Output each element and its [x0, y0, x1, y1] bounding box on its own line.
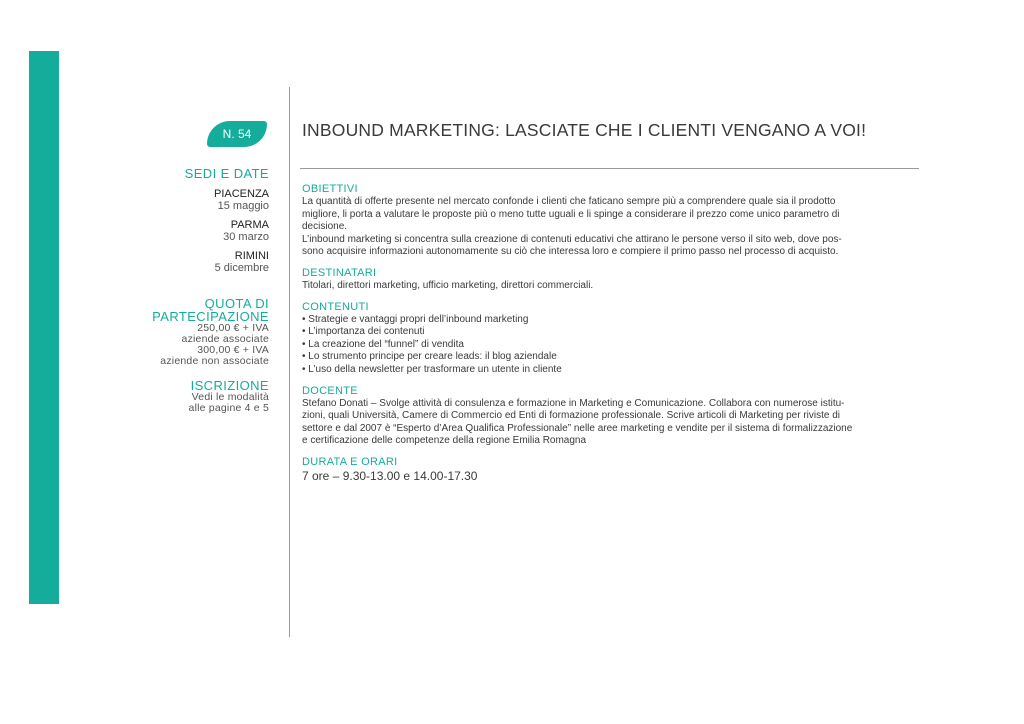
location-rimini	[215, 250, 269, 274]
quota-heading-line-2: PARTECIPAZIONE	[152, 309, 269, 324]
list-item: • Strategie e vantaggi propri dell’inbound marketing	[302, 313, 529, 325]
quota-block	[152, 297, 269, 367]
location-piacenza	[214, 188, 269, 212]
paragraph-line: zioni, quali Università, Camere di Commercio ed Enti di formazione professionale. Scrive articoli di Marketing per riviste di	[302, 410, 840, 422]
vertical-divider	[289, 87, 290, 637]
paragraph-line: sono acquisire informazioni autonomamente su ciò che interessa loro e compiere il primo passo nel processo di acquisto.	[302, 246, 839, 258]
section-obiettivi	[302, 183, 930, 259]
quota-line: aziende associate	[181, 333, 269, 345]
quota-line: aziende non associate	[160, 355, 269, 367]
section-docente	[302, 385, 930, 448]
section-destinatari	[302, 267, 930, 293]
section-heading: DESTINATARI	[302, 266, 377, 279]
paragraph-line: settore e dal 2007 è “Esperto d’Area Qualifica Professionale” nelle aree marketing e vendite per il sistema di formalizzazione	[302, 422, 853, 434]
course-number-badge: N. 54	[207, 121, 267, 147]
location-date: 15 maggio	[217, 200, 269, 212]
location-city: PIACENZA	[213, 188, 269, 200]
list-item: • L’importanza dei contenuti	[302, 326, 425, 338]
section-durata	[302, 456, 930, 483]
title-underline	[300, 168, 919, 169]
schedule-text: 7 ore – 9.30-13.00 e 14.00-17.30	[302, 468, 478, 483]
location-date: 5 dicembre	[214, 262, 269, 274]
accent-sidebar-bar	[29, 51, 59, 604]
sedi-heading: SEDI E DATE	[184, 166, 269, 181]
location-city: RIMINI	[234, 250, 269, 262]
iscrizione-line: Vedi le modalità	[191, 391, 269, 403]
section-heading: CONTENUTI	[302, 300, 369, 313]
page-title: INBOUND MARKETING: LASCIATE CHE I CLIENTI VENGANO A VOI!	[302, 120, 867, 140]
paragraph-line: Stefano Donati – Svolge attività di consulenza e formazione in Marketing e Comunicazione. Collabora con numerose istitu-	[302, 397, 845, 409]
paragraph-line: migliore, li porta a valutare le proposte più o meno tutte uguali e li spinge a considerare il prezzo come unico parametro di	[302, 208, 840, 220]
paragraph-line: decisione.	[302, 221, 348, 233]
section-heading: DURATA E ORARI	[302, 455, 398, 468]
location-date: 30 marzo	[223, 231, 269, 243]
paragraph-line: L’inbound marketing si concentra sulla creazione di contenuti educativi che attirano le persone verso il sito web, dove pos-	[302, 233, 842, 245]
contenuti-list	[302, 314, 930, 377]
quota-line: 300,00 € + IVA	[197, 344, 269, 356]
section-heading: DOCENTE	[302, 384, 358, 397]
list-item: • Lo strumento principe per creare leads: il blog aziendale	[302, 351, 557, 363]
paragraph-line: e certificazione delle competenze della regione Emilia Romagna	[302, 435, 587, 447]
quota-heading-line-1: QUOTA DI	[204, 296, 269, 311]
quota-line: 250,00 € + IVA	[197, 322, 269, 334]
iscrizione-line: alle pagine 4 e 5	[188, 402, 269, 414]
iscrizione-block	[189, 379, 269, 414]
location-city: PARMA	[230, 219, 269, 231]
paragraph-line: Titolari, direttori marketing, ufficio marketing, direttori commerciali.	[302, 279, 594, 291]
course-details	[302, 183, 930, 491]
section-heading: OBIETTIVI	[302, 183, 358, 195]
paragraph-line: La quantità di offerte presente nel mercato confonde i clienti che faticano sempre più a comprendere quale sia il prodotto	[302, 196, 836, 207]
iscrizione-heading: ISCRIZIONE	[190, 378, 269, 393]
list-item: • La creazione del “funnel” di vendita	[302, 338, 464, 350]
list-item: • L’uso della newsletter per trasformare un utente in cliente	[302, 363, 562, 375]
location-parma	[223, 219, 269, 243]
section-contenuti	[302, 301, 930, 377]
